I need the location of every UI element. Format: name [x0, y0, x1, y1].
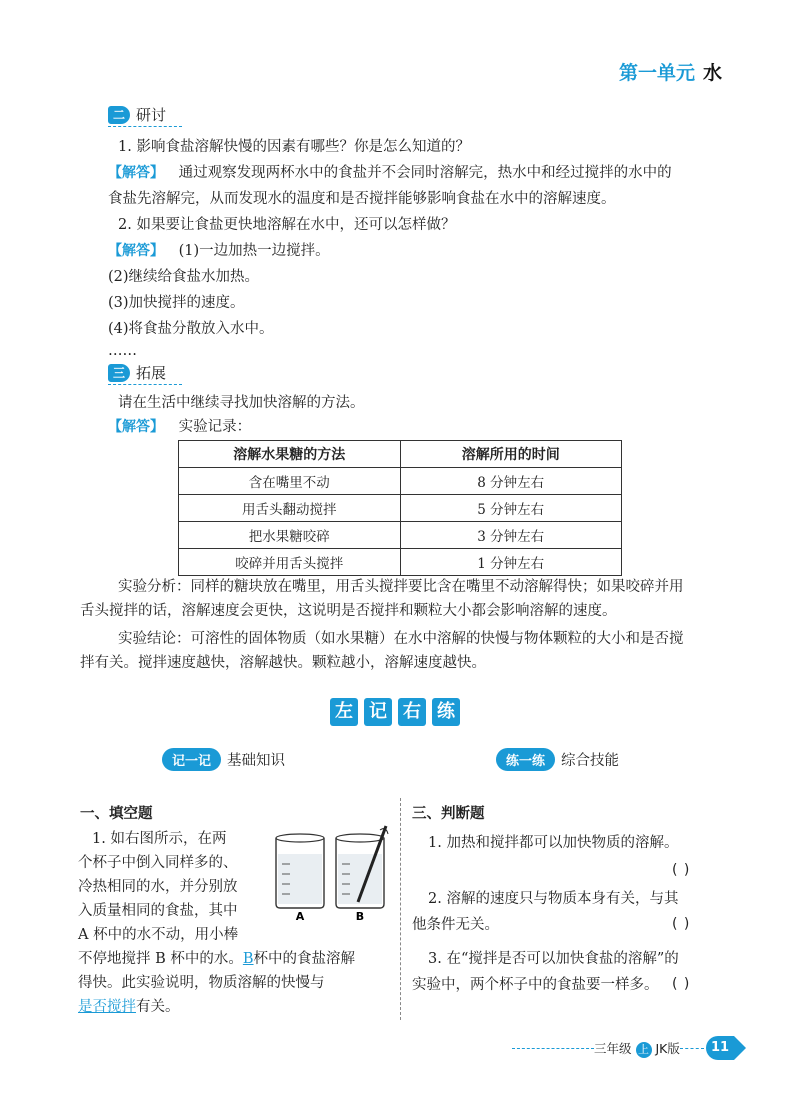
fill-line: A 杯中的水不动，用小棒: [78, 927, 239, 943]
table-cell: 含在嘴里不动: [179, 468, 401, 495]
answer-blank: 是否搅拌: [78, 999, 136, 1015]
fill-line: 个杯子中倒入同样多的、: [78, 855, 238, 871]
answer-2-line1: [108, 238, 330, 264]
fill-line-with-answer: [78, 994, 180, 1020]
table-row: [179, 549, 622, 576]
fill-line: 1. 如右图所示，在两: [92, 831, 227, 847]
judge-question-3-line2: 实验中，两个杯子中的食盐要一样多。: [412, 977, 659, 993]
conclusion-line2: 拌有关。搅拌速度越快，溶解越快。颗粒越小，溶解速度越快。: [80, 655, 486, 671]
section-title: 研讨: [136, 106, 167, 124]
section-number-badge: 二: [108, 106, 130, 124]
left-column-title: 基础知识: [227, 753, 286, 769]
judge-question-2-line2: 他条件无关。: [412, 917, 499, 933]
answer-1-line2: 食盐先溶解完，从而发现水的温度和是否搅拌能够影响食盐在水中的溶解速度。: [108, 191, 616, 207]
unit-title: 第一单元: [618, 62, 695, 84]
judge-question-3-line1: 3. 在“搅拌是否可以加快食盐的溶解”的: [428, 951, 679, 967]
conclusion-line1: 实验结论：可溶性的固体物质（如水果糖）在水中溶解的快慢与物体颗粒的大小和是否搅: [118, 631, 684, 647]
right-pill: 练一练: [496, 748, 555, 771]
fill-line: 杯中的食盐溶解: [253, 951, 356, 967]
table-row: [179, 495, 622, 522]
page-arrow-icon: [734, 1036, 746, 1060]
banner-char: 右: [398, 698, 426, 726]
table-cell: 5 分钟左右: [400, 495, 622, 522]
fill-blank-section-title: 一、填空题: [80, 806, 153, 822]
table-cell: 咬碎并用舌头搅拌: [179, 549, 401, 576]
fill-line: 冷热相同的水，并分别放: [78, 879, 238, 895]
answer-blank: B: [242, 951, 254, 967]
footer-rule: [512, 1048, 594, 1049]
cup-label-a: A: [295, 910, 305, 922]
answer-parentheses[interactable]: ( ): [672, 916, 691, 932]
table-cell: 3 分钟左右: [400, 522, 622, 549]
beaker-a-icon: [276, 834, 324, 908]
table-row: [179, 522, 622, 549]
analysis-line2: 舌头搅拌的话，溶解速度会更快，这说明是否搅拌和颗粒大小都会影响溶解的速度。: [80, 603, 617, 619]
term-badge: 上: [636, 1042, 652, 1058]
answer-tag: 【解答】: [108, 243, 164, 259]
fill-line: 入质量相同的食盐，其中: [78, 903, 238, 919]
section-discuss-label: [108, 104, 166, 125]
table-cell: 用舌头翻动搅拌: [179, 495, 401, 522]
table-header-row: [179, 441, 622, 468]
question-2: 2. 如果要让食盐更快地溶解在水中，还可以怎样做？: [118, 217, 456, 233]
analysis-line1: 实验分析：同样的糖块放在嘴里，用舌头搅拌要比含在嘴里不动溶解得快；如果咬碎并用: [118, 579, 684, 595]
table-cell: 把水果糖咬碎: [179, 522, 401, 549]
section-number-badge: 三: [108, 364, 130, 382]
answer-2-item: (2)继续给食盐水加热。: [108, 269, 260, 285]
answer-tag: 【解答】: [108, 165, 164, 181]
answer-parentheses[interactable]: ( ): [672, 976, 691, 992]
answer-tag: 【解答】: [108, 419, 164, 435]
judge-section-title: 三、判断题: [412, 806, 485, 822]
banner-char: 记: [364, 698, 392, 726]
answer-1-line1: [108, 160, 672, 186]
footer-rule: [680, 1048, 704, 1049]
fill-line-with-answer: [78, 946, 355, 972]
banner-char: 练: [432, 698, 460, 726]
page-number: 11: [706, 1036, 734, 1060]
left-pill: 记一记: [162, 748, 221, 771]
judge-question-1: 1. 加热和搅拌都可以加快物质的溶解。: [428, 835, 679, 851]
section-extend-label: [108, 362, 166, 383]
extend-prompt: 请在生活中继续寻找加快溶解的方法。: [118, 395, 365, 411]
table-header: 溶解水果糖的方法: [179, 441, 401, 468]
fill-line: 有关。: [136, 999, 180, 1015]
cup-label-b: B: [355, 910, 365, 922]
edition-label: JK版: [655, 1041, 680, 1056]
fill-line: 得快。此实验说明，物质溶解的快慢与: [78, 975, 325, 991]
judge-question-2-line1: 2. 溶解的速度只与物质本身有关，与其: [428, 891, 679, 907]
footer-edition: [594, 1039, 680, 1058]
beaker-b-icon: [336, 826, 388, 908]
grade-label: 三年级: [594, 1041, 632, 1056]
answer-2-item: (3)加快搅拌的速度。: [108, 295, 245, 311]
topic-title: 水: [702, 62, 722, 84]
table-cell: 1 分钟左右: [400, 549, 622, 576]
table-row: [179, 468, 622, 495]
page-header: [619, 58, 722, 85]
record-label: 实验记录：: [178, 419, 252, 435]
column-divider: [400, 798, 401, 1020]
experiment-table: [178, 440, 622, 576]
practice-banner: [330, 698, 466, 726]
right-column-title: 综合技能: [561, 753, 620, 769]
answer-parentheses[interactable]: ( ): [672, 862, 691, 878]
answer-1-text: 通过观察发现两杯水中的食盐并不会同时溶解完，热水中和经过搅拌的水中的: [178, 165, 672, 181]
table-cell: 8 分钟左右: [400, 468, 622, 495]
table-header: 溶解所用的时间: [400, 441, 622, 468]
answer-2-item: (1)一边加热一边搅拌。: [178, 243, 330, 259]
fill-line: 不停地搅拌 B 杯中的水。: [78, 951, 243, 967]
section-title: 拓展: [136, 364, 167, 382]
right-column-header: [496, 748, 619, 771]
question-1: 1. 影响食盐溶解快慢的因素有哪些？你是怎么知道的？: [118, 139, 470, 155]
record-label-row: [108, 414, 251, 440]
banner-char: 左: [330, 698, 358, 726]
answer-2-item: (4)将食盐分散放入水中。: [108, 321, 274, 337]
ellipsis: ……: [108, 343, 137, 359]
beakers-illustration: [268, 824, 398, 922]
left-column-header: [162, 748, 285, 771]
